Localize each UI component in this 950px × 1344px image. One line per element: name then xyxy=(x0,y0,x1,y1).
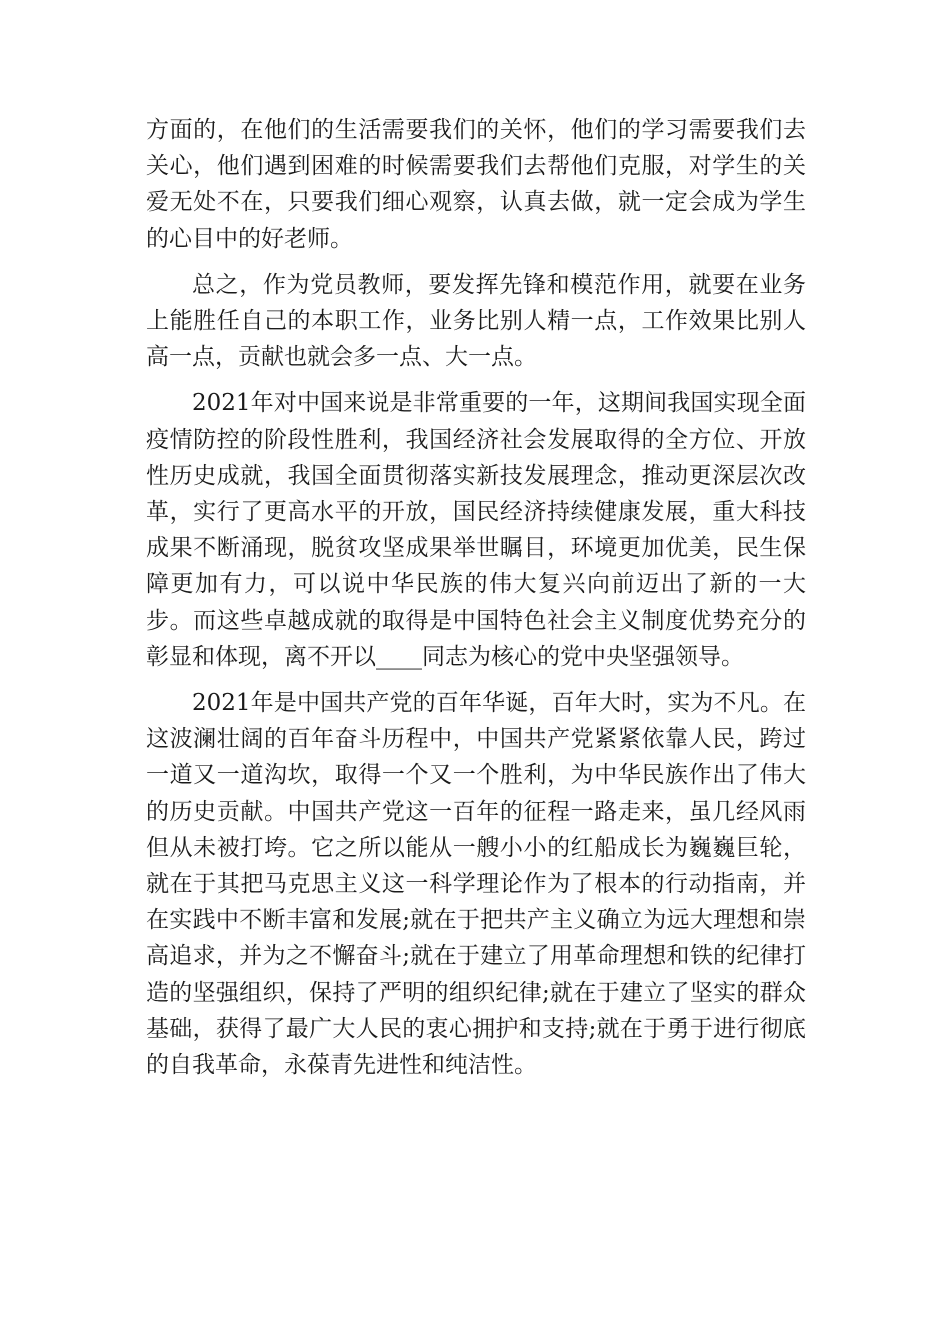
paragraph-2: 总之，作为党员教师，要发挥先锋和模范作用，就要在业务上能胜任自己的本职工作，业务比别人精一点，工作效果比别人高一点，贡献也就会多一点、大一点。 xyxy=(146,271,806,371)
paragraph-4: 2021年是中国共产党的百年华诞，百年大时，实为不凡。在这波澜壮阔的百年奋斗历程中，中国共产党紧紧依靠人民，跨过一道又一道沟坎，取得一个又一个胜利，为中华民族作出了伟大的历史贡献。中国共产党这一百年的征程一路走来，虽几经风雨但从未被打垮。它之所以能从一艘小小的红船成长为巍巍巨轮，就在于其把马克思主义这一科学理论作为了根本的行动指南，并在实践中不断丰富和发展;就在于把共产主义确立为远大理想和崇高追求，并为之不懈奋斗;就在于建立了用革命理想和铁的纪律打造的坚强组织，保持了严明的组织纪律;就在于建立了坚实的群众基础，获得了最广大人民的衷心拥护和支持;就在于勇于进行彻底的自我革命，永葆青先进性和纯洁性。 xyxy=(146,690,806,1079)
paragraph-1: 方面的，在他们的生活需要我们的关怀，他们的学习需要我们去关心，他们遇到困难的时候需要我们去帮他们克服，对学生的关爱无处不在，只要我们细心观察，认真去做，就一定会成为学生的心目中的好老师。 xyxy=(146,117,806,252)
paragraph-3: 2021年对中国来说是非常重要的一年，这期间我国实现全面疫情防控的阶段性胜利，我国经济社会发展取得的全方位、开放性历史成就，我国全面贯彻落实新技发展理念，推动更深层次改革，实行了更高水平的开放，国民经济持续健康发展，重大科技成果不断涌现，脱贫攻坚成果举世瞩目，环境更加优美，民生保障更加有力，可以说中华民族的伟大复兴向前迈出了新的一大步。而这些卓越成就的取得是中国特色社会主义制度优势充分的彰显和体现，离不开以____同志为核心的党中央坚强领导。 xyxy=(146,390,806,670)
document-page xyxy=(146,112,806,1093)
